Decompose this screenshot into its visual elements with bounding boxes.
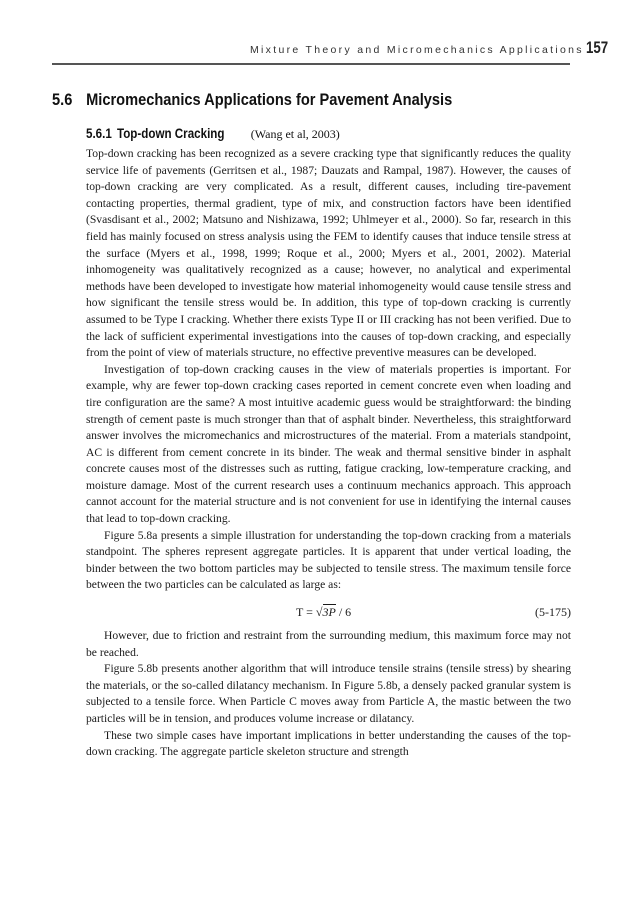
body-text (86, 146, 571, 761)
paragraph: However, due to friction and restraint from the surrounding medium, this maximum force may not be reached. (86, 629, 571, 659)
subsection-heading (86, 126, 340, 142)
equation-tail: / 6 (335, 605, 352, 620)
running-head: Mixture Theory and Micromechanics Applications (250, 44, 584, 56)
page-number: 157 (586, 38, 609, 57)
section-number: 5.6 (52, 90, 73, 109)
section-heading (52, 90, 452, 110)
paragraph: Figure 5.8a presents a simple illustration for understanding the top-down cracking from a materials standpoint. The spheres represent aggregate particles. It is apparent that under vertical loading, the binder between the two bottom particles may be subjected to tensile stress. The maximum tensile force between the two particles can be calculated as large as: (86, 528, 571, 592)
equation-lhs: T (296, 605, 304, 620)
equation-expression (296, 604, 351, 621)
equation-equals: = (306, 605, 313, 620)
section-title: Micromechanics Applications for Pavement Analysis (86, 90, 453, 109)
paragraph: Investigation of top-down cracking causes in the view of materials properties is important. For example, why are fewer top-down cracking cases reported in cement concrete even when loading and tire configuration are the same? A most intuitive academic guess would be straightforward: the binding strength of cement paste is much stronger than that of asphalt binder. Nevertheless, this straightforward answer involves the micromechanics and microstructures of the material. From a materials standpoint, AC is different from cement concrete in its binder. The weak and thermal sensitive binder in asphalt concrete causes most of the distresses such as rutting, fatigue cracking, low-temperature cracking, and moisture damage. Most of the current research uses a continuum mechanics approach. This approach cannot account for the material structure and is not convenient for use in identifying the internal causes that lead to top-down cracking. (86, 362, 571, 526)
subsection-title: Top-down Cracking (116, 126, 225, 141)
equation-radical: √ (315, 605, 323, 620)
paragraph: Figure 5.8b presents another algorithm that will introduce tensile strains (tensile stress) by shearing the materials, or the so-called dilatancy mechanism. In Figure 5.8b, a densely packed granular system is subjected to a tensile force. When Particle C moves away from Particle A, the mastic between the two particles will be in tension, and produces volume increase or dilatancy. (86, 662, 571, 725)
paragraph: Top-down cracking has been recognized as a severe cracking type that significantly reduces the quality service life of pavements (Gerritsen et al., 1987; Dauzats and Rampal, 1987). However, the causes of top-down cracking are very complicated. As a result, different causes, including tire-pavement contacting properties, thermal gradient, type of mix, and construction factors have been identified (Svasdisant et al., 2002; Matsuno and Nishizawa, 1992; Uhlmeyer et al., 2000). So far, research in this field has mainly focused on stress analysis using the FEM to identify causes that induce tensile stress at the surface (Myers et al., 1998, 1999; Roque et al., 2000; Myers et al., 2001, 2002). Material inhomogeneity was qualitatively recognized as a cause; however, no analytical and experimental methods have been developed to investigate how material inhomogeneity would cause tensile stress and how significant the tensile stress would be. In addition, this type of top-down cracking is currently assumed to be Type I cracking. Whether there exists Type II or III cracking has not been verified. Due to the lack of sufficient experimental investigations into the causes of top-down cracking, and especially from the point of view of materials structure, no effective preventive measures can be developed. (86, 147, 571, 360)
paragraph: These two simple cases have important implications in better understanding the causes of the top-down cracking. The aggregate particle skeleton structure and strength (86, 728, 571, 759)
subsection-number: 5.6.1 (86, 126, 112, 141)
header-rule (52, 63, 570, 65)
equation-5-175 (86, 602, 571, 622)
equation-radicand: 3P (322, 605, 336, 620)
subsection-citation: (Wang et al, 2003) (250, 127, 340, 141)
equation-number: (5-175) (535, 605, 571, 620)
